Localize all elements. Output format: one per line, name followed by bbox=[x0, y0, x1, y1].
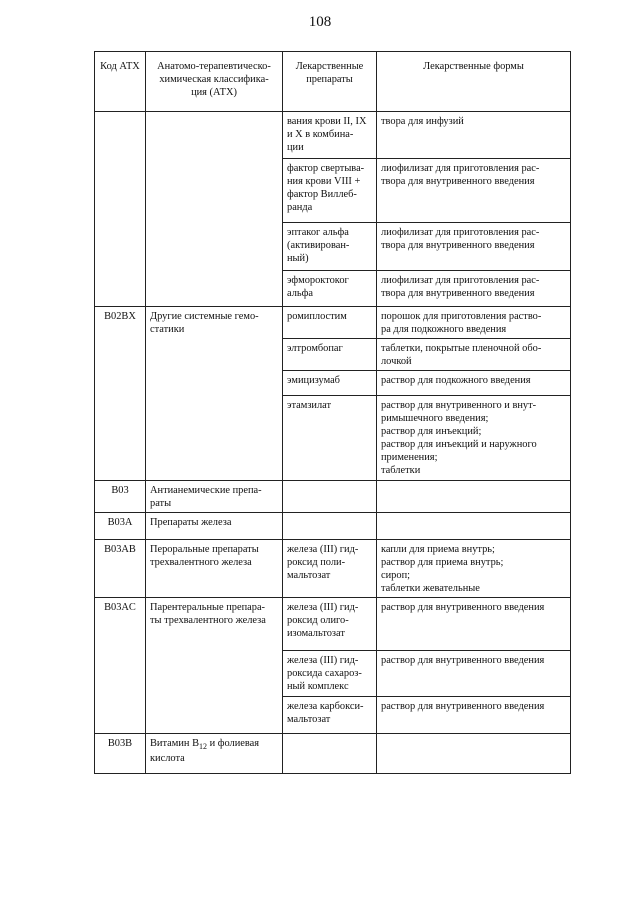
drug-cell: железа карбокси- мальтозат bbox=[283, 697, 377, 734]
atx-table bbox=[94, 51, 571, 774]
forms-cell bbox=[377, 481, 571, 513]
atx-code-cell: B03 bbox=[95, 481, 146, 513]
forms-cell: раствор для внутривенного введения bbox=[377, 598, 571, 651]
forms-cell: раствор для подкожного введения bbox=[377, 371, 571, 396]
drug-cell: вания крови II, IX и X в комбина- ции bbox=[283, 112, 377, 159]
drug-cell: эптаког альфа (активирован- ный) bbox=[283, 223, 377, 271]
drug-cell: железа (III) гид- роксид олиго- изомальтозат bbox=[283, 598, 377, 651]
header-code: Код АТХ bbox=[95, 52, 146, 112]
forms-cell bbox=[377, 513, 571, 540]
classification-cell: Препараты железа bbox=[146, 513, 283, 540]
table-row bbox=[95, 598, 571, 651]
drug-cell: эмицизумаб bbox=[283, 371, 377, 396]
forms-cell: лиофилизат для приготовления рас- твора для внутривенного введения bbox=[377, 159, 571, 223]
forms-cell: лиофилизат для приготовления рас- твора для внутривенного введения bbox=[377, 271, 571, 307]
drug-cell: железа (III) гид- роксид поли- мальтозат bbox=[283, 540, 377, 598]
table-row bbox=[95, 481, 571, 513]
drug-cell: этамзилат bbox=[283, 396, 377, 481]
header-forms: Лекарственные формы bbox=[377, 52, 571, 112]
header-classification: Анатомо-терапевтическо- химическая классифика- ция (АТХ) bbox=[146, 52, 283, 112]
atx-code-cell: B03AC bbox=[95, 598, 146, 734]
forms-cell: капли для приема внутрь; раствор для приема внутрь; сироп; таблетки жевательные bbox=[377, 540, 571, 598]
drug-cell: элтромбопаг bbox=[283, 339, 377, 371]
atx-code-cell: B03B bbox=[95, 734, 146, 774]
drug-cell bbox=[283, 513, 377, 540]
classification-cell: Витамин $B_{12}$ и фолиевая кислота bbox=[146, 734, 283, 774]
page-number: 108 bbox=[308, 14, 332, 30]
forms-cell bbox=[377, 734, 571, 774]
drug-cell: ромиплостим bbox=[283, 307, 377, 339]
atx-code-cell: B02BX bbox=[95, 307, 146, 481]
table-body bbox=[95, 112, 571, 774]
classification-cell bbox=[146, 112, 283, 307]
table-row bbox=[95, 734, 571, 774]
classification-cell: Пероральные препараты трехвалентного железа bbox=[146, 540, 283, 598]
classification-cell: Другие системные гемо- статики bbox=[146, 307, 283, 481]
drug-cell: железа (III) гид- роксида сахароз- ный комплекс bbox=[283, 651, 377, 697]
atx-code-cell: B03A bbox=[95, 513, 146, 540]
table-row bbox=[95, 540, 571, 598]
classification-cell: Антианемические препа- раты bbox=[146, 481, 283, 513]
header-drugs: Лекарственные препараты bbox=[283, 52, 377, 112]
atx-code-cell bbox=[95, 112, 146, 307]
forms-cell: раствор для внутривенного и внут- римышечного введения; раствор для инъекций; раствор для инъекций и наружного применения; таблетки bbox=[377, 396, 571, 481]
forms-cell: порошок для приготовления раство- ра для подкожного введения bbox=[377, 307, 571, 339]
forms-cell: лиофилизат для приготовления рас- твора для внутривенного введения bbox=[377, 223, 571, 271]
table-row bbox=[95, 112, 571, 159]
table-row bbox=[95, 513, 571, 540]
drug-cell: фактор свертыва- ния крови VIII + фактор Виллеб- ранда bbox=[283, 159, 377, 223]
forms-cell: раствор для внутривенного введения bbox=[377, 697, 571, 734]
atx-code-cell: B03AB bbox=[95, 540, 146, 598]
classification-cell: Парентеральные препара- ты трехвалентного железа bbox=[146, 598, 283, 734]
forms-cell: таблетки, покрытые пленочной обо- лочкой bbox=[377, 339, 571, 371]
table-header-row bbox=[95, 52, 571, 112]
forms-cell: раствор для внутривенного введения bbox=[377, 651, 571, 697]
table-row bbox=[95, 307, 571, 339]
drug-cell bbox=[283, 481, 377, 513]
forms-cell: твора для инфузий bbox=[377, 112, 571, 159]
drug-cell bbox=[283, 734, 377, 774]
drug-cell: эфмороктоког альфа bbox=[283, 271, 377, 307]
